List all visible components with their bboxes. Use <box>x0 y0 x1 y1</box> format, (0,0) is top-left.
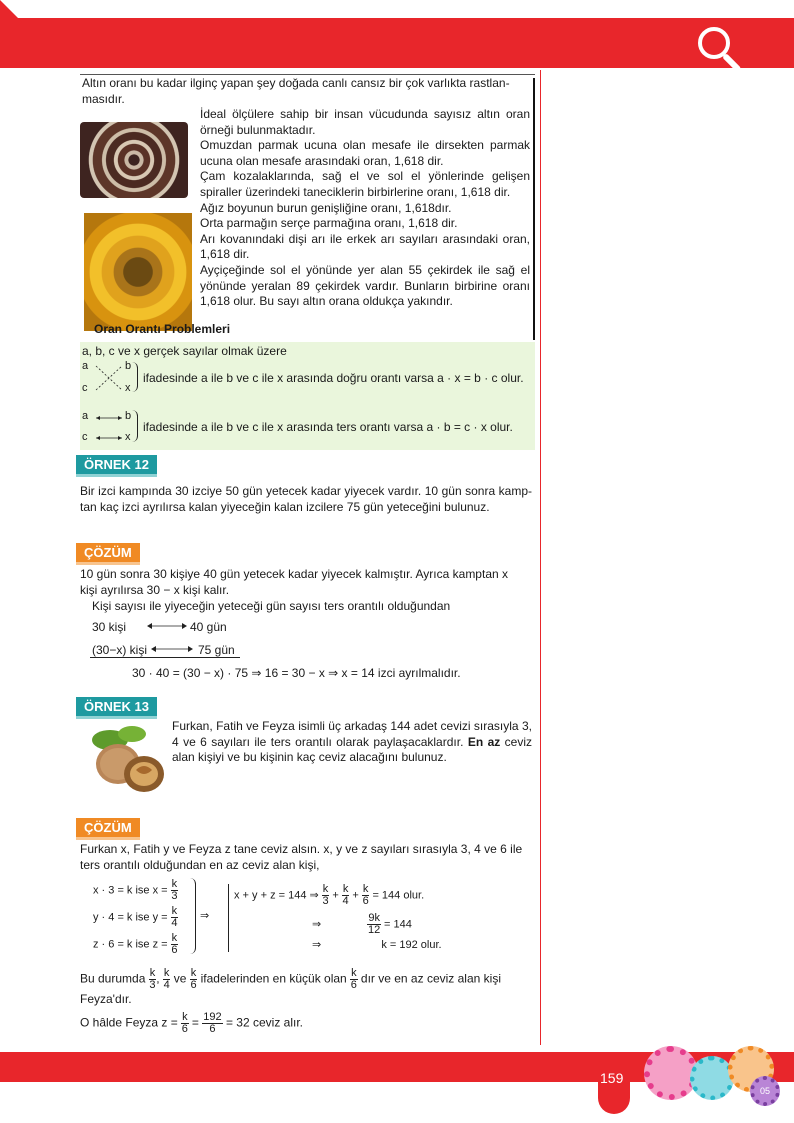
intro-paragraphs <box>200 107 530 310</box>
frac-192-6 <box>202 1012 222 1035</box>
frac-k6 <box>181 1012 189 1035</box>
frac-k3 <box>149 968 157 991</box>
num: k <box>182 1011 188 1023</box>
rule-direct: ifadesinde a ile b ve c ile x arasında doğru orantı varsa a · x = b · c olur. <box>143 371 524 385</box>
double-arrows-icon <box>94 412 126 442</box>
num: k <box>342 883 349 895</box>
den: 3 <box>322 895 329 907</box>
rule-a: a <box>82 360 89 372</box>
den: 6 <box>350 979 357 991</box>
den: 3 <box>171 890 178 902</box>
intro-line1: Altın oranı bu kadar ilginç yapan şey doğada canlı cansız bir çok varlıkta rastlan- <box>82 76 510 90</box>
rule-c: c <box>82 431 88 443</box>
sunflower-image <box>84 213 192 331</box>
brace <box>190 878 196 954</box>
step2-end: = 144 <box>384 918 412 931</box>
frac-k6 <box>171 933 179 956</box>
paragraph: Arı kovanındaki dişi arı ile erkek arı sayıları arasındaki oran, 1,618 dir. <box>200 231 530 262</box>
den: 6 <box>190 979 197 991</box>
walnut-image <box>82 720 168 796</box>
box-right-line <box>533 78 535 340</box>
sol12-line3: Kişi sayısı ile yiyeceğin yeteceği gün sayısı ters orantılı olduğundan <box>92 599 451 613</box>
sol12-result: 30 · 40 = (30 − x) · 75 ⇒ 16 = 30 − x ⇒ x = 14 izci ayrılmalıdır. <box>132 666 461 680</box>
ex13-text-b: ceviz alan kişiyi ve bu kişinin kaç ceviz alacağını bulunuz. <box>172 734 533 765</box>
frac-k3 <box>171 879 179 902</box>
sol12-row2-right: 75 gün <box>198 643 235 657</box>
brace <box>132 362 138 392</box>
conc-b: ifadelerinden en küçük olan <box>200 971 347 986</box>
frac-k4 <box>163 968 171 991</box>
corner-triangle <box>0 0 22 44</box>
rule-c: c <box>82 382 88 394</box>
section-title: Oran Orantı Problemleri <box>94 322 231 336</box>
conc-c: dır ve en az ceviz alan <box>360 971 481 986</box>
rules-intro: a, b, c ve x gerçek sayılar olmak üzere <box>82 344 287 358</box>
sum-eq: x + y + z = 144 ⇒ $\frac{k}{3}$ + $\frac{k}{4}$ + $\frac{k}{6}$ = 144 olur. <box>234 883 425 907</box>
frac-k6 <box>190 968 198 991</box>
step3-text: k = 192 olur. <box>381 939 442 951</box>
conclusion: Bu durumda $\frac{k}{3}$ , $\frac{k}{4}$ ve $\frac{k}{6}$ ifadelerinden en küçük olan $\frac{k}{6}$ dır ve en az ceviz alan kişi Feyza'dır. <box>80 967 501 1006</box>
gear-icon <box>690 1056 734 1100</box>
num: 192 <box>203 1011 222 1023</box>
paragraph: İdeal ölçülere sahip bir insan vücudunda sayısız altın oran örneği bulunmaktadır. <box>200 107 530 137</box>
den: 6 <box>209 1023 216 1035</box>
sol12-row1-right: 40 gün <box>190 620 227 634</box>
frac-9k-12 <box>367 913 381 936</box>
margin-line <box>540 70 541 1045</box>
sol12-row2-left: (30−x) kişi <box>92 643 148 657</box>
num: k <box>171 878 178 890</box>
num: k <box>171 905 178 917</box>
sum-text: x + y + z = 144 ⇒ <box>234 889 319 902</box>
den: 6 <box>171 944 178 956</box>
sol12-line2: kişi ayrılırsa 30 − x kişi kalır. <box>80 583 230 597</box>
header-bar <box>0 18 794 68</box>
den: 4 <box>163 979 170 991</box>
paragraph: Orta parmağın serçe parmağına oranı, 1,618 dir. <box>200 216 458 231</box>
conc-a: Bu durumda <box>80 971 146 986</box>
paragraph: Omuzdan parmak ucuna olan mesafe ile dirsekten parmak ucuna olan mesafe arasındaki oran, 1,618 dir. <box>200 138 530 168</box>
num: k <box>351 967 357 979</box>
rule-a: a <box>82 410 89 422</box>
final-a: O hâlde Feyza z = <box>80 1015 178 1030</box>
eq-z <box>93 933 178 956</box>
double-arrow-icon <box>150 643 194 655</box>
den: 3 <box>149 979 156 991</box>
sum-end: = 144 olur. <box>372 889 425 902</box>
rule-b: b <box>125 360 132 372</box>
frac-k6 <box>350 968 358 991</box>
implies: ⇒ <box>312 918 322 931</box>
double-arrow-icon <box>146 620 188 632</box>
den: 4 <box>171 917 178 929</box>
den: 12 <box>368 924 381 936</box>
frac-k4 <box>342 884 350 907</box>
ex13-text-a: Furkan, Fatih ve Feyza isimli üç arkadaş 144 adet cevizi sırasıyla 3, 4 ve 6 sayıları ile ters orantılı olarak paylaşacaklardır. <box>172 719 532 749</box>
conc-d: kişi Feyza'dır. <box>80 971 501 1006</box>
example-13-badge: ÖRNEK 13 <box>76 697 157 719</box>
frac-k6 <box>362 884 370 907</box>
implies: ⇒ <box>200 910 210 922</box>
rule-x: x <box>125 431 131 443</box>
page-number: 159 <box>600 1070 624 1086</box>
final-line: O hâlde Feyza z = $\frac{k}{6}$ = $\frac{192}{6}$ = 32 ceviz alır. <box>80 1011 303 1035</box>
num: k <box>362 883 369 895</box>
paragraph: Ayçiçeğinde sol el yönünde yer alan 55 çekirdek ile sağ el yönünde yeralan 89 çekirdek vardır. Bunların birbirine oranı 1,618 olur. Bu sayı altın orana oldukça yakındır. <box>200 262 530 309</box>
den: 6 <box>181 1023 188 1035</box>
step3 <box>312 938 442 951</box>
num: k <box>163 967 170 979</box>
frac-k3 <box>322 884 330 907</box>
paragraph: Çam kozalaklarında, sağ el ve sol el yönlerinde gelişen spiraller üzerindeki taneciklerin birbirlerine oranı, 1,618 dir. <box>200 169 530 199</box>
eq-y <box>93 906 178 929</box>
box-top-line <box>80 74 535 75</box>
rule-b: b <box>125 410 132 422</box>
paragraph: Ağız boyunun burun genişliğine oranı, 1,618dır. <box>200 200 452 215</box>
sol13-line1: Furkan x, Fatih y ve Feyza z tane ceviz alsın. x, y ve z sayıları sırasıyla 3, 4 ve 6 ile <box>80 842 523 856</box>
sol12-line1: 10 gün sonra 30 kişiye 40 gün yetecek kadar yiyecek kalmıştır. Ayrıca kamptan x <box>80 567 508 581</box>
rule-inverse: ifadesinde a ile b ve c ile x arasında ters orantı varsa a · b = c · x olur. <box>143 420 513 434</box>
pine-cone-image <box>80 122 188 198</box>
eq-y-text: y · 4 = k ise y = <box>93 911 168 924</box>
sol13-line2: ters orantılı olduğundan en az ceviz alan kişi, <box>80 858 320 872</box>
num: k <box>322 883 329 895</box>
num: k <box>190 967 197 979</box>
intro-line2: masıdır. <box>82 92 125 106</box>
conc-ve: ve <box>173 971 187 986</box>
example-12-text: Bir izci kampında 30 izciye 50 gün yetecek kadar yiyecek vardır. 10 gün sonra kamp- tan kaç izci ayrılırsa kalan yiyeceğin kalan izcilere 75 gün yeteceğini bulunuz. <box>80 484 532 514</box>
example-13-text <box>172 719 532 766</box>
den: 4 <box>342 895 349 907</box>
num: k <box>171 932 178 944</box>
cross-arrows-icon <box>94 364 126 394</box>
eq-x-text: x · 3 = k ise x = <box>93 884 168 897</box>
den: 6 <box>362 895 369 907</box>
solution-13-badge: ÇÖZÜM <box>76 818 140 840</box>
final-end: = 32 ceviz alır. <box>225 1015 303 1030</box>
frac-k4 <box>171 906 179 929</box>
divider <box>90 657 240 658</box>
ex13-bold: En az <box>467 734 501 749</box>
brace <box>132 410 138 442</box>
step2 <box>312 913 412 936</box>
example-12-badge: ÖRNEK 12 <box>76 455 157 477</box>
system-bar <box>228 884 230 952</box>
rule-x: x <box>125 382 131 394</box>
solution-12-badge: ÇÖZÜM <box>76 543 140 565</box>
num: 9k <box>368 912 380 924</box>
eq-z-text: z · 6 = k ise z = <box>93 938 168 951</box>
gear-05-icon: 05 <box>750 1076 780 1106</box>
implies: ⇒ <box>312 939 322 951</box>
num: k <box>149 967 156 979</box>
eq-x <box>93 879 178 902</box>
sol12-row1-left: 30 kişi <box>92 620 127 634</box>
